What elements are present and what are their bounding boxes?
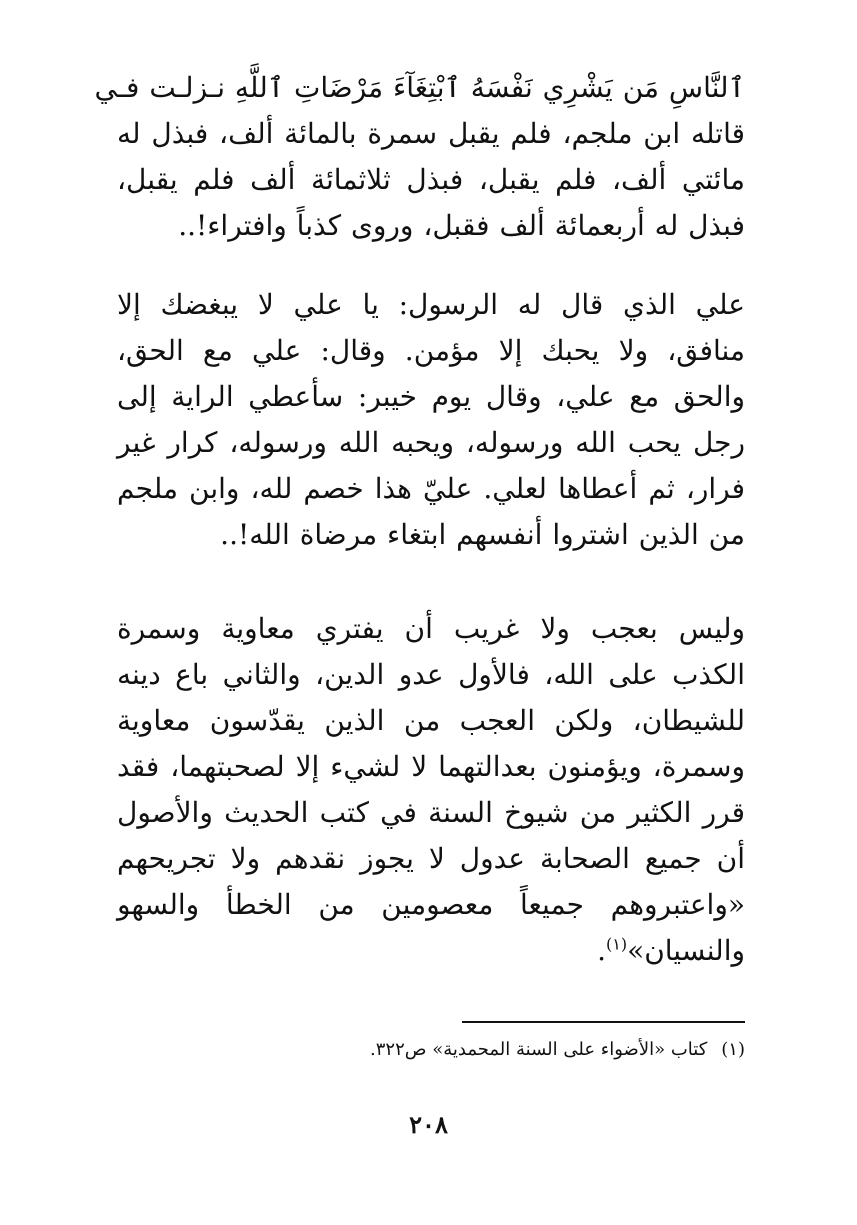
paragraph-line: قرر الكثير من شيوخ السنة في كتب الحديث والأصول [117,796,745,829]
paragraph-line: منافق، ولا يحبك إلا مؤمن. وقال: علي مع الحق، [117,334,745,367]
paragraph-line-text: والنسيان» [627,934,745,967]
paragraph-line: للشيطان، ولكن العجب من الذين يقدّسون معاوية [117,704,745,737]
paragraph-line: قاتله ابن ملجم، فلم يقبل سمرة بالمائة ألف، فبذل له [117,117,745,150]
footnote-reference: (١) [605,934,628,954]
paragraph-line: وسمرة، ويؤمنون بعدالتهما لا لشيء إلا لصحبتهما، فقد [117,750,745,783]
paragraph-line: رجل يحب الله ورسوله، ويحبه الله ورسوله، كرار غير [117,426,745,459]
paragraph-line: ٱلنَّاسِ مَن يَشْرِي نَفْسَهُ ٱبْتِغَآءَ مَرْضَاتِ ٱللَّهِ نـزلـت فـي [94,71,745,104]
sentence-end-mark: . [597,934,606,967]
paragraph-line: فبذل له أربعمائة ألف فقبل، وروى كذباً وافتراء!.. [178,209,745,242]
paragraph-line: مائتي ألف، فلم يقبل، فبذل ثلاثمائة ألف فلم يقبل، [117,163,745,196]
paragraph-2 [117,282,745,558]
paragraph-3 [117,606,745,974]
footnote-text: كتاب «الأضواء على السنة المحمدية» ص٣٢٢. [370,1039,708,1060]
footnote [370,1036,745,1064]
paragraph-line: من الذين اشتروا أنفسهم ابتغاء مرضاة الله!.. [220,518,745,551]
paragraph-last-line [117,928,745,974]
paragraph-1 [94,65,745,249]
paragraph-line: والحق مع علي، وقال يوم خيبر: سأعطي الراية إلى [117,380,745,413]
paragraph-line: وليس بعجب ولا غريب أن يفتري معاوية وسمرة [117,612,745,645]
paragraph-line: علي الذي قال له الرسول: يا علي لا يبغضك إلا [117,288,745,321]
paragraph-line: فرار، ثم أعطاها لعلي. عليّ هذا خصم لله، وابن ملجم [117,472,745,505]
page-number: ٢٠٨ [409,1110,448,1139]
footnote-number: (١) [721,1039,745,1060]
paragraph-line: «واعتبروهم جميعاً معصومين من الخطأ والسهو [117,888,745,921]
paragraph-line: الكذب على الله، فالأول عدو الدين، والثاني باع دينه [117,658,745,691]
footnote-divider [462,1021,745,1023]
paragraph-line: أن جميع الصحابة عدول لا يجوز نقدهم ولا تجريحهم [117,842,745,875]
